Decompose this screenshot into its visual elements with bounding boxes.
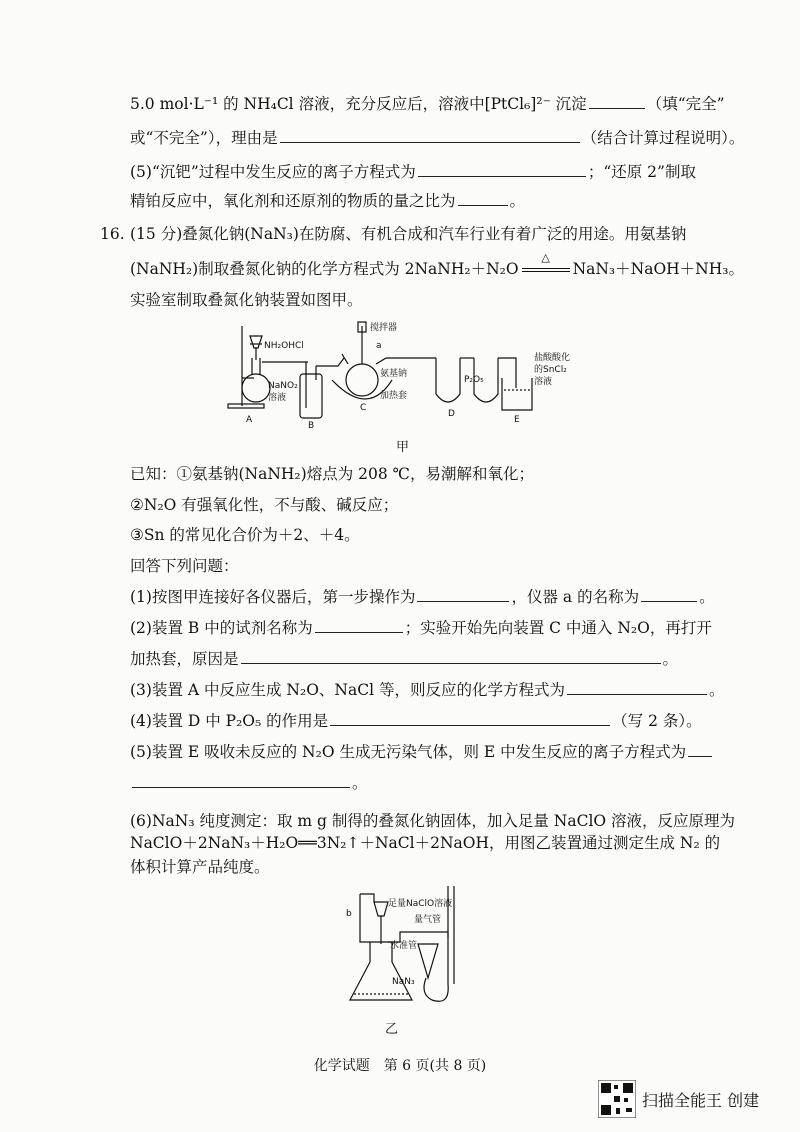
answer-blank[interactable] [458, 190, 508, 206]
part-4-text-a: (4)装置 D 中 P₂O₅ 的作用是 [130, 712, 329, 730]
q16-text-a: (15 分)叠氮化钠(NaN₃)在防腐、有机合成和汽车行业有着广泛的用途。用氨基钠 [130, 225, 687, 243]
label-level-tube: 水准管 [390, 941, 418, 951]
apparatus-figure-jia [220, 318, 600, 430]
part-1 [130, 586, 715, 608]
known-2: ②N₂O 有强氧化性，不与酸、碱反应； [130, 496, 399, 514]
stand-base [228, 404, 264, 408]
u-tube-d [436, 358, 460, 402]
beaker-e [502, 378, 532, 410]
heating-condition: △ [541, 251, 550, 264]
answer-heading: 回答下列问题： [130, 557, 239, 575]
q16-equation-right: NaN₃＋NaOH＋NH₃。 [572, 260, 744, 278]
bottle-b [300, 374, 322, 418]
label-heater: 加热套 [380, 391, 408, 401]
answer-blank[interactable] [241, 648, 661, 664]
label-nh2ohcl: NH₂OHCl [264, 341, 304, 351]
figure-caption-jia: 甲 [396, 440, 410, 455]
figure-caption-yi: 乙 [385, 1022, 399, 1037]
part-6-line-2 [130, 832, 720, 854]
answer-blank[interactable] [589, 93, 645, 109]
label-solution-2: 溶液 [534, 377, 553, 387]
label-acidified-2: 的SnCl₂ [534, 365, 567, 375]
part-2-line-2 [130, 648, 678, 670]
part-4 [130, 710, 702, 732]
flask-a [242, 374, 270, 402]
leveling-bulb [418, 944, 438, 978]
flask-c [346, 364, 378, 396]
label-D: D [448, 409, 455, 419]
known-line-1 [130, 463, 534, 485]
label-C: C [360, 403, 367, 413]
part-1-text-b: ，仪器 a 的名称为 [511, 588, 640, 606]
qr-code-icon [598, 1080, 636, 1118]
line-2-part-a: 或“不完全”），理由是 [130, 129, 278, 147]
question-16-line-1 [130, 223, 686, 245]
separatory-funnel [374, 902, 388, 916]
part-2-text-a: (2)装置 B 中的试剂名称为 [130, 619, 313, 637]
line-3-part-a: (5)“沉钯”过程中发生反应的离子方程式为 [130, 163, 416, 181]
part-6-text-b: NaClO＋2NaN₃＋H₂O══3N₂↑＋NaCl＋2NaOH，用图乙装置通过测定生成 N₂ 的 [130, 834, 721, 852]
label-a: a [376, 341, 382, 351]
label-nan3: NaN₃ [392, 977, 415, 987]
answer-blank[interactable] [315, 617, 403, 633]
question-16-line-2 [130, 251, 744, 280]
part-1-text-c: 。 [699, 588, 715, 606]
text-line-3 [130, 161, 696, 183]
part-3-text-a: (3)装置 A 中反应生成 N₂O、NaCl 等，则反应的化学方程式为 [130, 681, 565, 699]
part-6-text-a: (6)NaN₃ 纯度测定：取 m g 制得的叠氮化钠固体，加入足量 NaClO 溶液，反应原理为 [130, 812, 736, 830]
text-line-2 [130, 127, 744, 149]
answer-blank[interactable] [280, 127, 580, 143]
answer-blank[interactable] [132, 772, 350, 788]
label-naclo: 足量NaClO溶液 [388, 899, 453, 909]
label-solution-1: 溶液 [268, 393, 287, 403]
answer-blank[interactable] [688, 741, 712, 757]
part-4-text-b: （写 2 条）。 [612, 712, 702, 730]
label-B: B [308, 421, 315, 430]
page-footer: 化学试题 第 6 页(共 8 页) [313, 1058, 487, 1074]
question-number: 16. [100, 225, 125, 243]
part-6-text-c: 体积计算产品纯度。 [130, 858, 270, 876]
label-stirrer: 搅拌器 [370, 323, 398, 333]
part-2-text-d: 。 [662, 650, 679, 668]
label-A: A [246, 415, 253, 425]
part-1-text-a: (1)按图甲连接好各仪器后，第一步操作为 [130, 588, 416, 606]
known-line-3 [130, 524, 360, 546]
answer-blank[interactable] [417, 586, 509, 602]
part-5-line-1 [130, 741, 714, 763]
answer-blank[interactable] [330, 710, 610, 726]
part-5-text-b: 。 [352, 774, 368, 792]
answer-prompt [130, 555, 239, 577]
q16-equation-left: (NaNH₂)制取叠氮化钠的化学方程式为 2NaNH₂＋N₂O [130, 260, 519, 278]
known-1: 已知：①氨基钠(NaNH₂)熔点为 208 ℃，易潮解和氧化； [130, 465, 534, 483]
line-4-part-b: 。 [509, 192, 526, 210]
line-3-part-b: ；“还原 2”制取 [587, 163, 696, 181]
label-acidified-1: 盐酸酸化 [534, 353, 571, 363]
known-line-2 [130, 494, 398, 516]
part-3 [130, 679, 724, 701]
question-16-number [100, 223, 125, 245]
equation-arrow [519, 251, 573, 280]
part-2-text-b: ；实验开始先向装置 C 中通入 N₂O，再打开 [404, 619, 712, 637]
question-16-line-3 [130, 289, 363, 311]
text-line-1 [130, 93, 725, 115]
label-gas-tube: 量气管 [414, 915, 442, 925]
label-E: E [514, 415, 520, 425]
answer-blank[interactable] [641, 586, 697, 602]
line-1-part-b: （填“完全” [646, 95, 725, 113]
part-5-line-2 [130, 772, 368, 794]
part-6-line-3 [130, 856, 270, 878]
q16-text-c: 实验室制取叠氮化钠装置如图甲。 [130, 291, 363, 309]
known-3: ③Sn 的常见化合价为＋2、＋4。 [130, 526, 360, 544]
label-nano2: NaNO₂ [268, 381, 298, 391]
part-5-text-a: (5)装置 E 吸收未反应的 N₂O 生成无污染气体，则 E 中发生反应的离子方程式为 [130, 743, 687, 761]
answer-blank[interactable] [567, 679, 707, 695]
camscanner-badge [598, 1080, 788, 1120]
part-2-line-1 [130, 617, 712, 639]
part-6-line-1 [130, 810, 735, 832]
line-1-part-a: 5.0 mol·L⁻¹ 的 NH₄Cl 溶液，充分反应后，溶液中[PtCl₆]²⁻ 沉淀 [130, 95, 587, 113]
part-2-text-c: 加热套，原因是 [130, 650, 239, 668]
answer-blank[interactable] [418, 161, 586, 177]
camscanner-text: 扫描全能王 创建 [642, 1091, 760, 1110]
label-sodamide: 氨基钠 [380, 369, 408, 379]
label-b: b [346, 909, 352, 919]
text-line-4 [130, 190, 525, 212]
part-3-text-b: 。 [708, 681, 725, 699]
label-p2o5: P₂O₅ [464, 375, 484, 385]
dropping-funnel [250, 336, 262, 348]
line-2-part-b: （结合计算过程说明）。 [581, 129, 745, 147]
apparatus-figure-yi [330, 882, 480, 1008]
line-4-part-a: 精铂反应中，氧化剂和还原剂的物质的量之比为 [130, 192, 456, 210]
